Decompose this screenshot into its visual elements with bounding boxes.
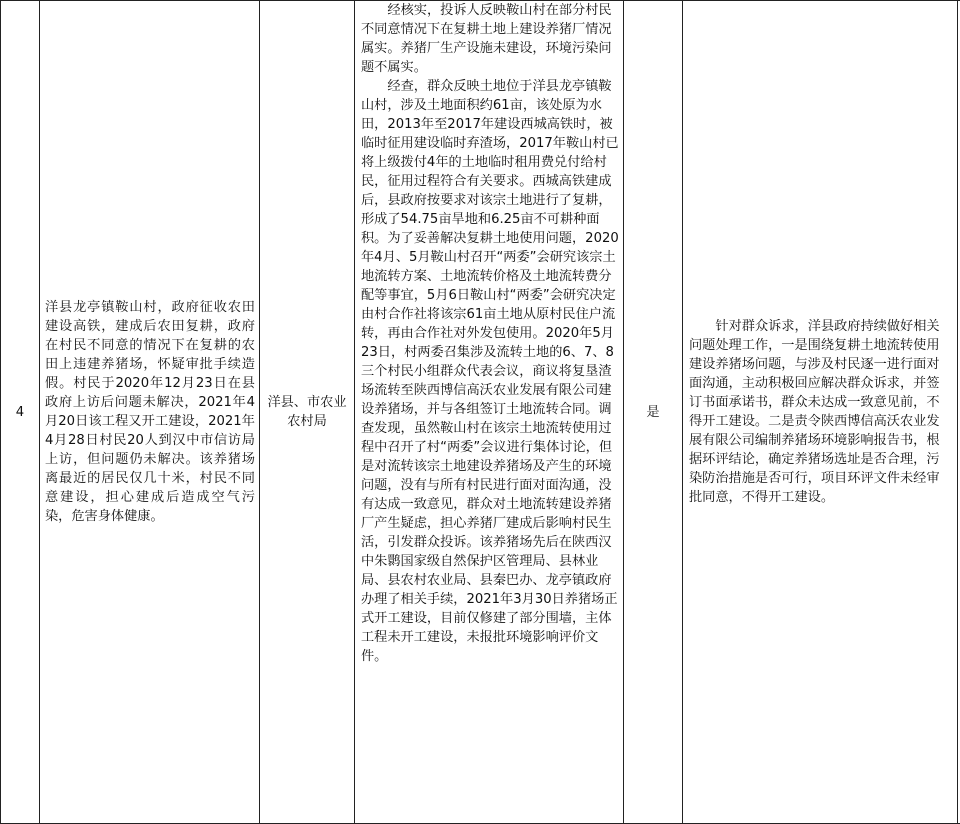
complaint-cell	[40, 1, 260, 824]
department-cell	[260, 1, 355, 824]
department-text: 洋县、市农业农村局	[267, 395, 347, 429]
is-true-value: 是	[646, 404, 660, 420]
measures-text: 针对群众诉求，洋县政府持续做好相关问题处理工作，一是围绕复耕土地流转使用建设养猪场问题，与涉及村民逐一进行面对面沟通，主动积极回应解决群众诉求，并签订书面承诺书，群众未达成一致意见前，不得开工建设。二是责令陕西博信高沃农业发展有限公司编制养猪场环境影响报告书，根据环评结论，确定养猪场选址是否合理，污染防治措施是否可行，项目环评文件未经审批同意，不得开工建设。	[689, 319, 940, 505]
is-true-cell	[624, 1, 683, 824]
table-row	[1, 1, 960, 824]
verification-paragraph-1: 经核实，投诉人反映鞍山村在部分村民不同意情况下在复耕土地上建设养猪厂情况属实。养猪厂生产设施未建设，环境污染问题不属实。	[361, 3, 612, 75]
verification-cell	[355, 1, 624, 824]
complaint-text: 洋县龙亭镇鞍山村，政府征收农田建设高铁，建成后农田复耕，政府在村民不同意的情况下在复耕的农田上违建养猪场，怀疑审批手续造假。村民于2020年12月23日在县政府上访后问题未解决，2021年4月20日该工程又开工建设，2021年4月28日村民20人到汉中市信访局上访，但问题仍未解决。该养猪场离最近的居民仅几十米，村民不同意建设，担心建成后造成空气污染，危害身体健康。	[45, 300, 255, 524]
measures-cell	[683, 1, 958, 824]
row-index-cell	[1, 1, 40, 824]
row-index: 4	[15, 404, 25, 420]
verification-paragraph-2: 经查，群众反映土地位于洋县龙亭镇鞍山村，涉及土地面积约61亩，该处原为水田，2013年至2017年建设西城高铁时，被临时征用建设临时弃渣场，2017年鞍山村已将上级拨付4年的土地临时租用费兑付给村民，征用过程符合有关要求。西城高铁建成后，县政府按要求对该宗土地进行了复耕，形成了54.75亩旱地和6.25亩不可耕种面积。为了妥善解决复耕土地使用问题，2020年4月、5月鞍山村召开“两委”会研究该宗土地流转方案、土地流转价格及土地流转费分配等事宜，5月6日鞍山村“两委”会研究决定由村合作社将该宗61亩土地从原村民住户流转，再由合作社对外发包使用。2020年5月23日，村两委召集涉及流转土地的6、7、8三个村民小组群众代表会议，商议将复垦渣场流转至陕西博信高沃农业发展有限公司建设养猪场，并与各组签订土地流转合同。调查发现，虽然鞍山村在该宗土地流转使用过程中召开了村“两委”会议进行集体讨论，但是对流转该宗土地建设养猪场及产生的环境问题，没有与所有村民进行面对面沟通，没有达成一致意见，群众对土地流转建设养猪厂产生疑虑，担心养猪厂建成后影响村民生活，引发群众投诉。该养猪场先后在陕西汉中朱鹮国家级自然保护区管理局、县林业局、县农村农业局、县秦巴办、龙亭镇政府办理了相关手续，2021年3月30日养猪场正式开工建设，目前仅修建了部分围墙，主体工程未开工建设，未报批环境影响评价文件。	[361, 79, 619, 664]
